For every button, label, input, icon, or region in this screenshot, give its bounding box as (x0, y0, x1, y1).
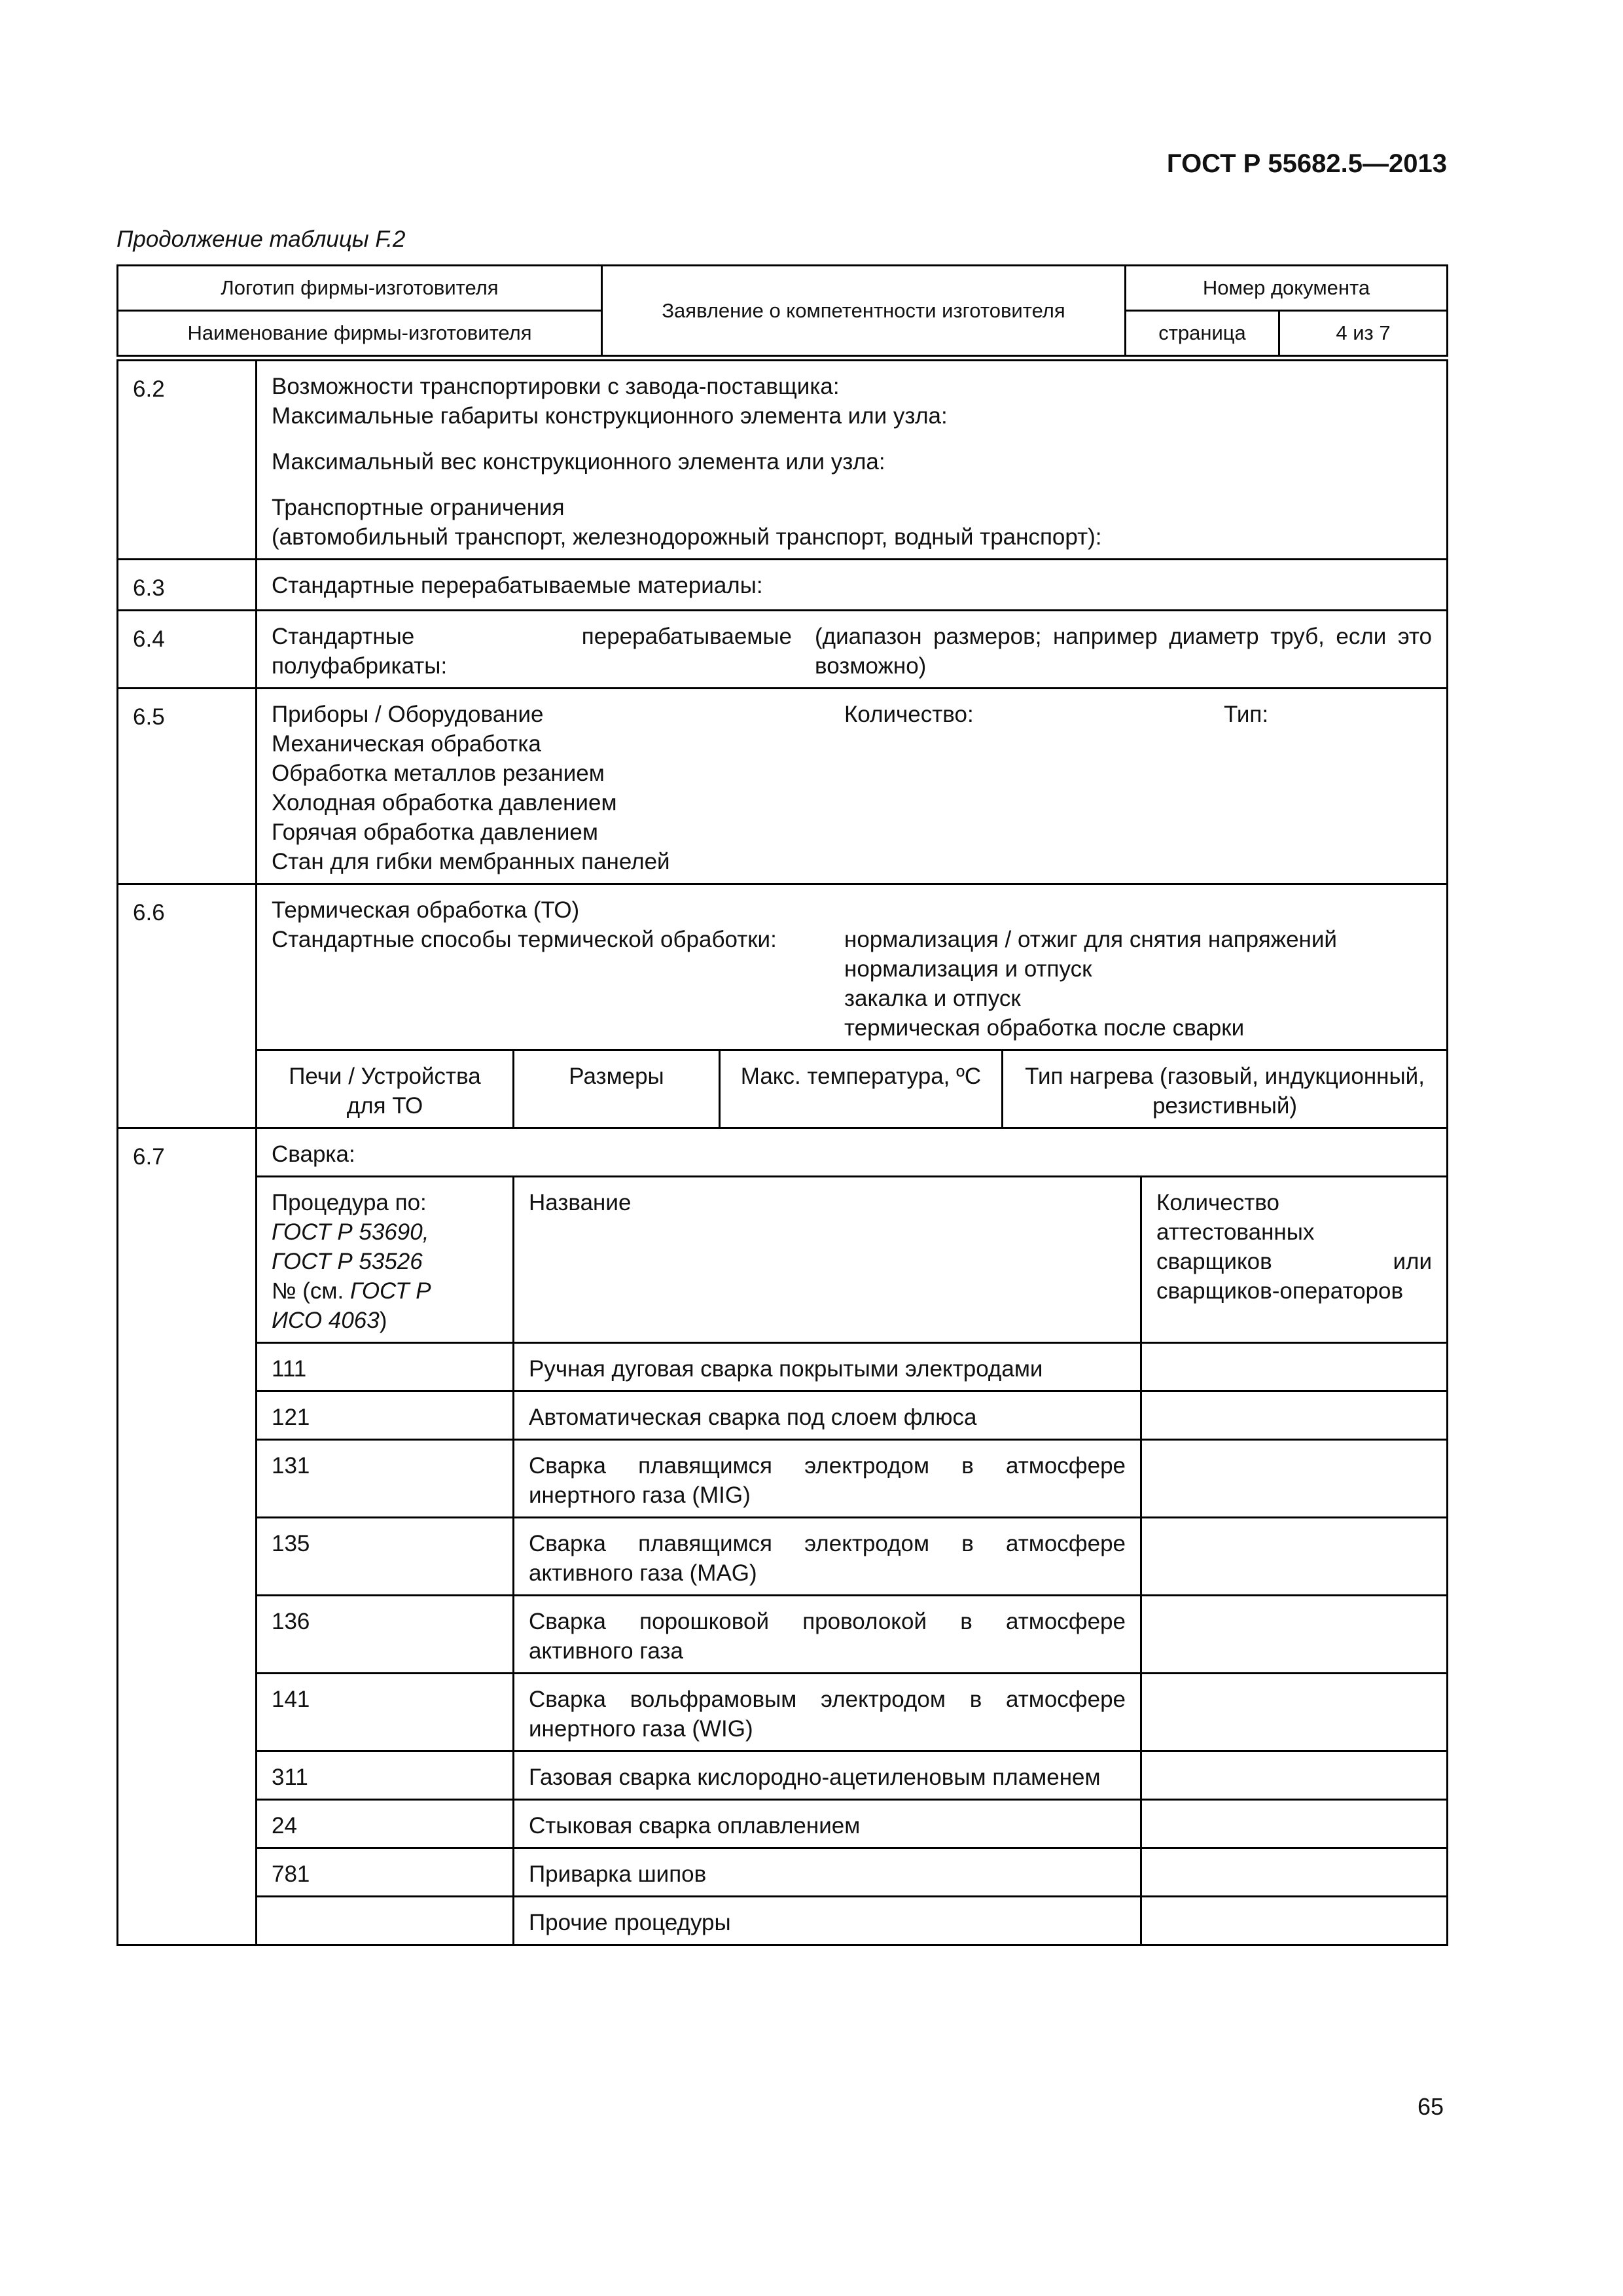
transport-section (257, 361, 1448, 560)
equipment-item: Стан для гибки мембранных панелей (272, 849, 670, 874)
procedure-name: Прочие процедуры (514, 1897, 1141, 1945)
standard-materials: Стандартные перерабатываемые материалы: (257, 560, 1448, 611)
transport-restrictions: Транспортные ограничения (272, 495, 565, 520)
standard-designation: ГОСТ Р 55682.5—2013 (1166, 149, 1447, 178)
welder-count-cell (1141, 1518, 1448, 1596)
heat-treatment-method: закалка и отпуск (844, 986, 1021, 1011)
size-range-note: (диапазон размеров; например диаметр труб, если это возможно) (815, 624, 1433, 679)
procedure-name: Автоматическая сварка под слоем флюса (514, 1391, 1141, 1440)
equipment-type-label: Тип: (1224, 702, 1269, 727)
welder-count-cell (1141, 1751, 1448, 1800)
procedure-name: Ручная дуговая сварка покрытыми электродами (514, 1343, 1141, 1391)
heat-treatment-method: нормализация и отпуск (844, 956, 1092, 982)
procedure-column-header: Процедура по: ГОСТ Р 53690, ГОСТ Р 53526 № (см. ГОСТ Р ИСО 4063) (257, 1177, 514, 1343)
equipment-section (257, 689, 1448, 884)
procedure-name: Сварка плавящимся электродом в атмосфере активного газа (MAG) (514, 1518, 1141, 1596)
welder-count-cell (1141, 1800, 1448, 1848)
equipment-quantity-label: Количество: (844, 702, 974, 727)
section-number: 6.3 (118, 560, 257, 611)
welder-count-cell (1141, 1440, 1448, 1518)
competence-statement-cell: Заявление о компетентности изготовителя (602, 266, 1126, 356)
page-label-cell: страница (1126, 311, 1279, 356)
procedure-code: 141 (257, 1674, 514, 1751)
welder-count-cell (1141, 1674, 1448, 1751)
semi-finished-section (257, 611, 1448, 689)
procedure-code: 135 (257, 1518, 514, 1596)
competence-details-table (116, 359, 1448, 1946)
welder-count-cell (1141, 1848, 1448, 1897)
procedure-code (257, 1897, 514, 1945)
page-value-cell: 4 из 7 (1279, 311, 1448, 356)
table-continuation-caption: Продолжение таблицы F.2 (116, 226, 406, 252)
equipment-title: Приборы / Оборудование (272, 702, 544, 727)
procedure-code: 781 (257, 1848, 514, 1897)
transport-capabilities: Возможности транспортировки с завода-поставщика: (272, 374, 840, 399)
procedure-name: Сварка вольфрамовым электродом в атмосфере инертного газа (WIG) (514, 1674, 1141, 1751)
welder-count-cell (1141, 1596, 1448, 1674)
procedure-code: 311 (257, 1751, 514, 1800)
equipment-item: Горячая обработка давлением (272, 819, 598, 845)
heat-treatment-methods-label: Стандартные способы термической обработки: (272, 927, 777, 952)
semi-finished-products: Стандартные перерабатываемые полуфабрикаты: (272, 624, 792, 679)
procedure-code: 121 (257, 1391, 514, 1440)
procedure-code: 136 (257, 1596, 514, 1674)
procedure-name: Сварка порошковой проволокой в атмосфере активного газа (514, 1596, 1141, 1674)
welder-count-cell (1141, 1391, 1448, 1440)
section-number: 6.7 (118, 1128, 257, 1945)
equipment-item: Механическая обработка (272, 731, 541, 757)
max-temperature-column-header: Макс. температура, ºС (720, 1050, 1003, 1128)
welder-count-cell (1141, 1343, 1448, 1391)
procedure-code: 131 (257, 1440, 514, 1518)
sizes-column-header: Размеры (514, 1050, 720, 1128)
form-header-table (116, 264, 1448, 357)
equipment-item: Обработка металлов резанием (272, 761, 605, 786)
heat-treatment-title: Термическая обработка (ТО) (272, 897, 580, 923)
welder-count-column-header: Количество аттестованных сварщиков или сварщиков-операторов (1141, 1177, 1448, 1343)
furnaces-column-header: Печи / Устройства для ТО (257, 1050, 514, 1128)
heat-treatment-method: термическая обработка после сварки (844, 1015, 1245, 1041)
max-weight: Максимальный вес конструкционного элемента или узла: (272, 449, 885, 475)
max-dimensions: Максимальные габариты конструкционного элемента или узла: (272, 403, 948, 429)
procedure-name: Стыковая сварка оплавлением (514, 1800, 1141, 1848)
manufacturer-logo-cell: Логотип фирмы-изготовителя (118, 266, 602, 311)
procedure-name: Приварка шипов (514, 1848, 1141, 1897)
heating-type-column-header: Тип нагрева (газовый, индукционный, резистивный) (1003, 1050, 1448, 1128)
procedure-name: Сварка плавящимся электродом в атмосфере инертного газа (MIG) (514, 1440, 1141, 1518)
procedure-code: 111 (257, 1343, 514, 1391)
page-number: 65 (1417, 2093, 1444, 2120)
manufacturer-name-cell: Наименование фирмы-изготовителя (118, 311, 602, 356)
section-number: 6.5 (118, 689, 257, 884)
welding-title: Сварка: (257, 1128, 1448, 1177)
name-column-header: Название (514, 1177, 1141, 1343)
document-number-cell: Номер документа (1126, 266, 1448, 311)
section-number: 6.2 (118, 361, 257, 560)
procedure-code: 24 (257, 1800, 514, 1848)
heat-treatment-method: нормализация / отжиг для снятия напряжений (844, 927, 1337, 952)
procedure-name: Газовая сварка кислородно-ацетиленовым пламенем (514, 1751, 1141, 1800)
heat-treatment-section (257, 884, 1448, 1050)
section-number: 6.4 (118, 611, 257, 689)
transport-modes: (автомобильный транспорт, железнодорожный транспорт, водный транспорт): (272, 524, 1102, 550)
equipment-item: Холодная обработка давлением (272, 790, 617, 816)
section-number: 6.6 (118, 884, 257, 1128)
welder-count-cell (1141, 1897, 1448, 1945)
